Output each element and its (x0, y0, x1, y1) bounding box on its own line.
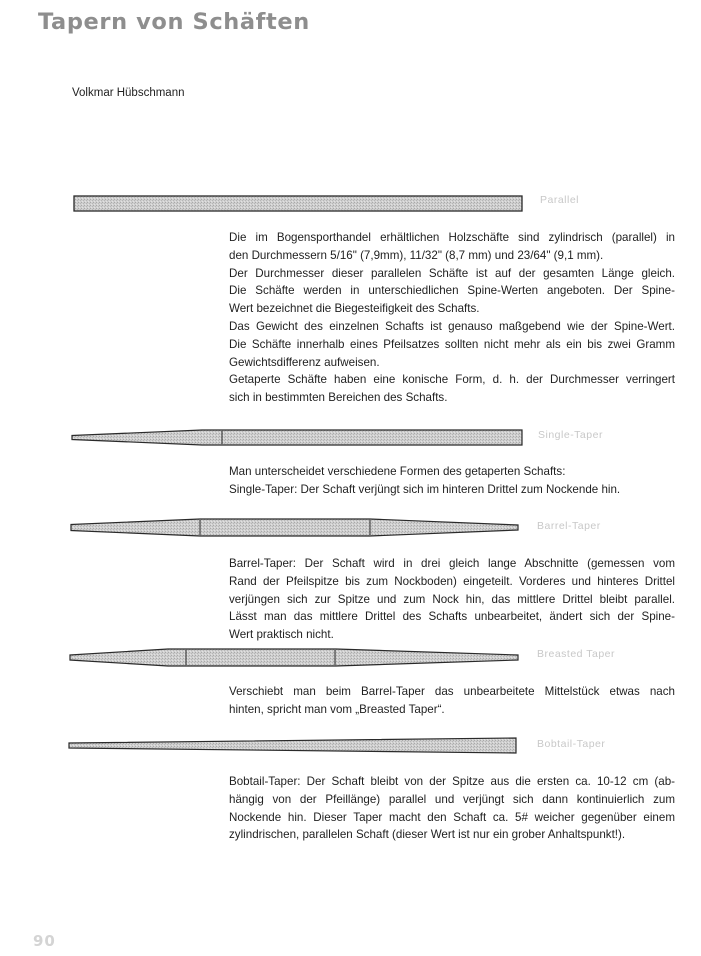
shaft-label-breasted-taper: Breasted Taper (537, 648, 616, 660)
text-line: hängig von der Pfeillänge) parallel und verjüngt sich dann kontinuierlich zum (229, 792, 675, 806)
text-line: Verschiebt man beim Barrel-Taper das unbearbeitete Mittelstück etwas nach (229, 685, 675, 698)
paragraph-breasted-taper (229, 683, 675, 719)
text-line: Der Durchmesser dieser parallelen Schäfte ist auf der gesamten Länge gleich. (229, 266, 675, 280)
shaft-label-bobtail-taper: Bobtail-Taper (537, 738, 606, 750)
text-line: Single-Taper: Der Schaft verjüngt sich im hinteren Drittel zum Nockende hin. (229, 482, 621, 496)
shaft-body (70, 649, 518, 666)
shaft-body (72, 430, 522, 445)
page-number: 90 (33, 932, 56, 950)
shaft-label-barrel-taper: Barrel-Taper (537, 520, 601, 532)
text-line: Man unterscheidet verschiedene Formen des getaperten Schafts: (229, 465, 566, 478)
author-name: Volkmar Hübschmann (72, 87, 185, 99)
text-line: sich in bestimmten Bereichen des Schafts. (229, 391, 448, 405)
text-line: Getaperte Schäfte haben eine konische Form, d. h. der Durchmesser verringert (229, 373, 675, 387)
text-line: Lässt man das mittlere Drittel des Schafts unbearbeitet, ändert sich der Spine- (229, 610, 675, 624)
shaft-diagram-parallel (0, 190, 701, 220)
text-line: Die Schäfte werden in unterschiedlichen Spine-Werten angeboten. Der Spine- (229, 284, 675, 298)
text-line: den Durchmessern 5/16" (7,9mm), 11/32" (8,7 mm) und 23/64" (9,1 mm). (229, 248, 604, 262)
text-line: verjüngen sich zur Spitze und zum Nock hin, das mittlere Drittel bleibt parallel. (229, 592, 675, 606)
paragraph-bobtail-taper (229, 773, 675, 844)
text-line: Das Gewicht des einzelnen Schafts ist genauso maßgebend wie der Spine-Wert. (229, 319, 675, 333)
page-title: Tapern von Schäften (38, 9, 310, 35)
text-line: zylindrischen, parallelen Schaft (dieser Wert ist nur ein grober Anhaltspunkt!). (229, 828, 626, 842)
paragraph-single-taper (229, 463, 675, 499)
text-line: hinten, spricht man vom „Breasted Taper“. (229, 702, 445, 716)
shaft-label-single-taper: Single-Taper (538, 429, 603, 441)
text-line: Die im Bogensporthandel erhältlichen Holzschäfte sind zylindrisch (parallel) in (229, 231, 675, 244)
text-line: Rand der Pfeilspitze bis zum Nockboden) eingeteilt. Vorderes und hinteres Drittel (229, 574, 675, 588)
paragraph-intro (229, 229, 675, 407)
shaft-body (74, 196, 522, 211)
shaft-label-parallel: Parallel (540, 194, 580, 206)
text-line: Bobtail-Taper: Der Schaft bleibt von der Spitze aus die ersten ca. 10-12 cm (ab- (229, 775, 675, 788)
shaft-body (71, 519, 518, 536)
text-line: Wert praktisch nicht. (229, 628, 334, 642)
text-line: Nockende hin. Dieser Taper macht den Schaft ca. 5# weicher gegenüber einem (229, 810, 675, 824)
text-line: Wert bezeichnet die Biegesteifigkeit des Schafts. (229, 302, 480, 316)
text-line: Barrel-Taper: Der Schaft wird in drei gleich lange Abschnitte (gemessen vom (229, 557, 675, 570)
shaft-body (69, 738, 516, 753)
text-line: Gewichtsdifferenz aufweisen. (229, 355, 380, 369)
text-line: Die Schäfte innerhalb eines Pfeilsatzes sollten nicht mehr als ein bis zwei Gramm (229, 337, 675, 351)
paragraph-barrel-taper (229, 555, 675, 644)
